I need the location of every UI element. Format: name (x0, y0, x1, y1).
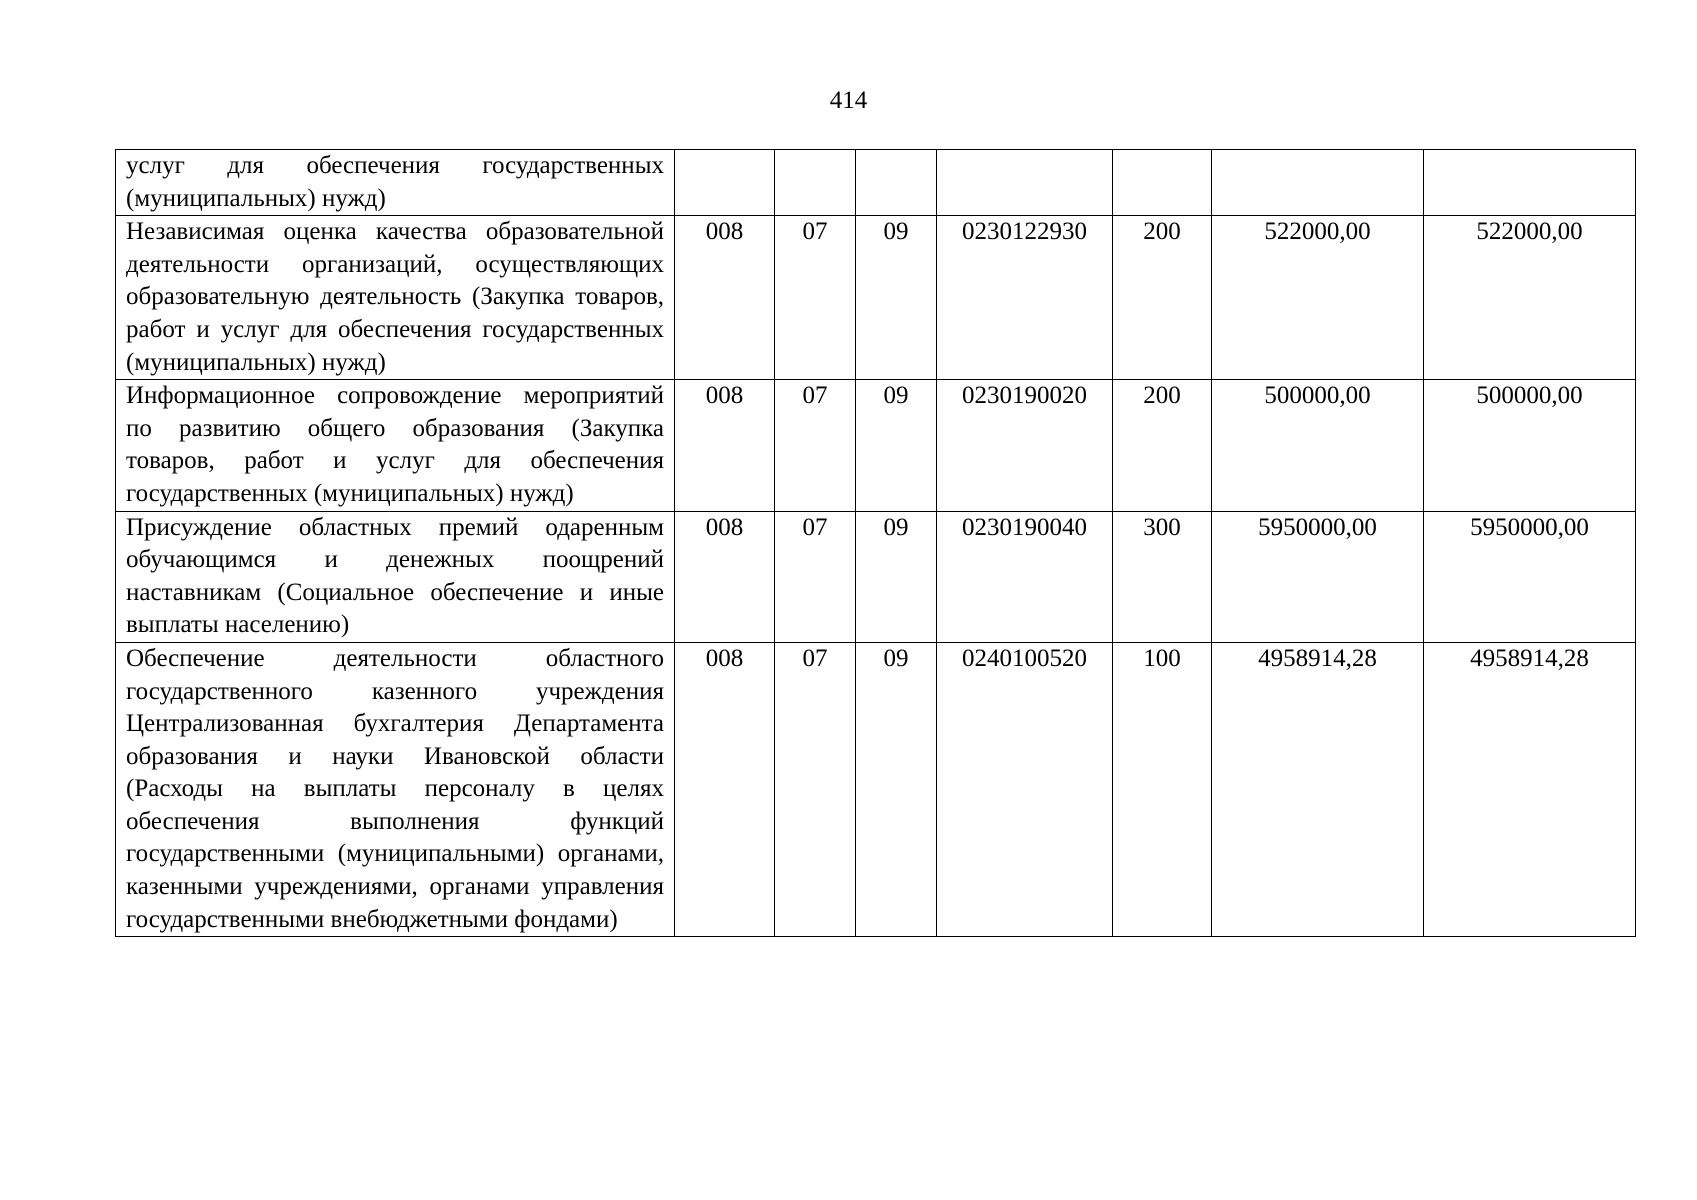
row-rz-code: 07 (775, 511, 856, 642)
row-pr-code (856, 150, 937, 216)
row-rz-code (775, 150, 856, 216)
row-pr-code: 09 (856, 216, 937, 380)
row-pr-code: 09 (856, 642, 937, 936)
page-number: 414 (829, 87, 868, 114)
row-description: Независимая оценка качества образовательной деятельности организаций, осуществляющих образовательную деятельность (Закупка товаров, работ и услуг для обеспечения государственных (муниципальных) нужд) (116, 216, 675, 380)
row-description: услуг для обеспечения государственных (муниципальных) нужд) (116, 150, 675, 216)
row-description: Информационное сопровождение мероприятий по развитию общего образования (Закупка товаров, работ и услуг для обеспечения государственных (муниципальных) нужд) (116, 380, 675, 511)
table-row (116, 216, 1636, 380)
row-description: Обеспечение деятельности областного государственного казенного учреждения Централизованная бухгалтерия Департамента образования и науки Ивановской области (Расходы на выплаты персоналу в целях обеспечения выполнения функций государственными (муниципальными) органами, казенными учреждениями, органами управления государственными внебюджетными фондами) (116, 642, 675, 936)
row-gr-code (675, 150, 775, 216)
budget-table (115, 149, 1636, 937)
row-csr-code: 0230190020 (937, 380, 1113, 511)
row-vr-code: 200 (1113, 380, 1212, 511)
table-row (116, 150, 1636, 216)
row-gr-code: 008 (675, 642, 775, 936)
row-csr-code: 0230122930 (937, 216, 1113, 380)
row-vr-code (1113, 150, 1212, 216)
row-sum-1 (1212, 150, 1424, 216)
row-sum-2: 500000,00 (1424, 380, 1636, 511)
row-sum-1: 5950000,00 (1212, 511, 1424, 642)
row-sum-1: 522000,00 (1212, 216, 1424, 380)
row-description: Присуждение областных премий одаренным обучающимся и денежных поощрений наставникам (Социальное обеспечение и иные выплаты населению) (116, 511, 675, 642)
table-row (116, 380, 1636, 511)
row-csr-code (937, 150, 1113, 216)
row-pr-code: 09 (856, 380, 937, 511)
row-rz-code: 07 (775, 642, 856, 936)
row-vr-code: 200 (1113, 216, 1212, 380)
row-vr-code: 100 (1113, 642, 1212, 936)
row-rz-code: 07 (775, 216, 856, 380)
row-sum-2: 5950000,00 (1424, 511, 1636, 642)
row-sum-1: 4958914,28 (1212, 642, 1424, 936)
row-gr-code: 008 (675, 511, 775, 642)
row-gr-code: 008 (675, 216, 775, 380)
row-pr-code: 09 (856, 511, 937, 642)
row-sum-1: 500000,00 (1212, 380, 1424, 511)
row-gr-code: 008 (675, 380, 775, 511)
row-csr-code: 0240100520 (937, 642, 1113, 936)
row-sum-2: 4958914,28 (1424, 642, 1636, 936)
row-vr-code: 300 (1113, 511, 1212, 642)
row-csr-code: 0230190040 (937, 511, 1113, 642)
row-sum-2 (1424, 150, 1636, 216)
row-sum-2: 522000,00 (1424, 216, 1636, 380)
table-row (116, 642, 1636, 936)
table-row (116, 511, 1636, 642)
row-rz-code: 07 (775, 380, 856, 511)
